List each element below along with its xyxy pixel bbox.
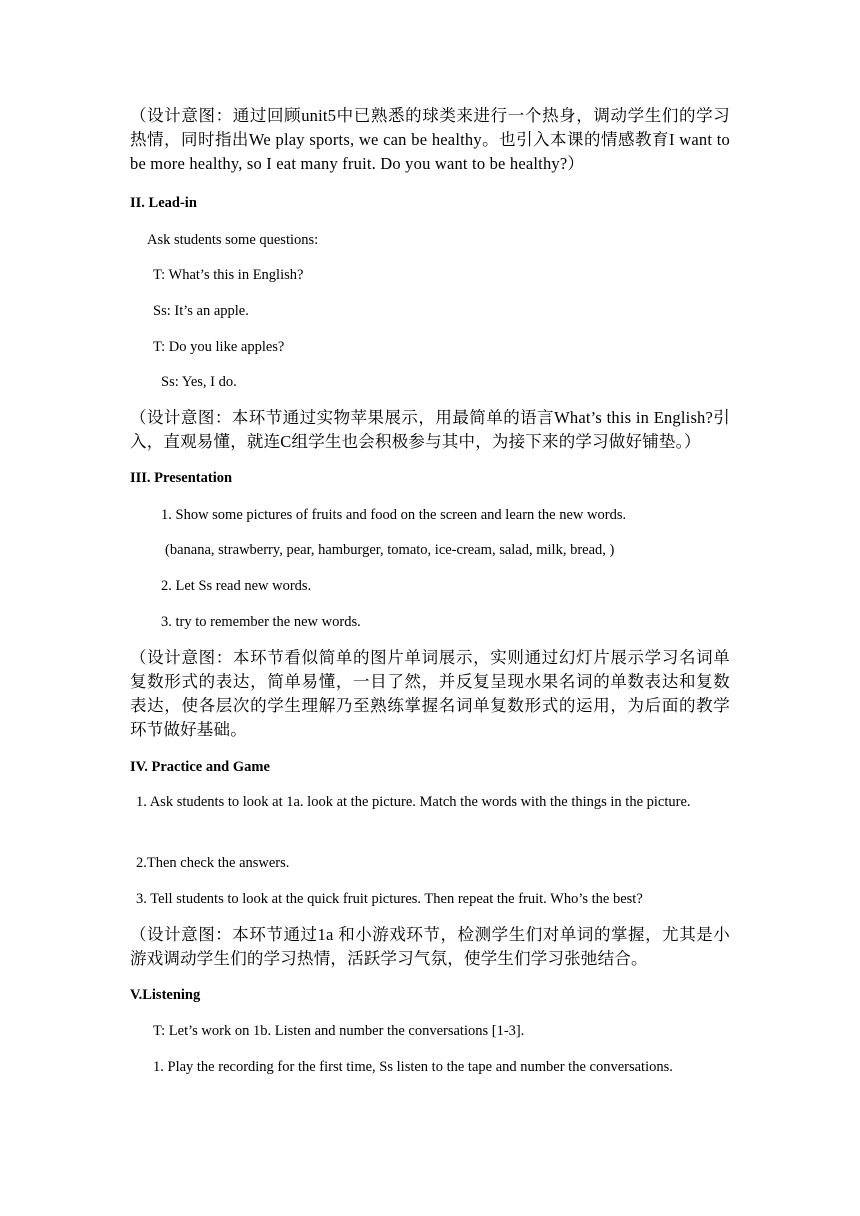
section-heading-practice: IV. Practice and Game	[130, 759, 270, 775]
presentation-line: (banana, strawberry, pear, hamburger, tomato, ice-cream, salad, milk, bread, )	[165, 542, 615, 558]
lead-in-line: Ask students some questions:	[147, 232, 319, 248]
lead-in-line: Ss: Yes, I do.	[161, 374, 237, 390]
design-intent-presentation: （设计意图：本环节看似简单的图片单词展示，实则通过幻灯片展示学习名词单复数形式的表达，简单易懂，一目了然，并反复呈现水果名词的单数表达和复数表达，使各层次的学生理解乃至熟练掌握名词单复数形式的运用，为后面的教学环节做好基础。	[130, 648, 730, 739]
presentation-line: 1. Show some pictures of fruits and food on the screen and learn the new words.	[161, 507, 627, 523]
design-intent-practice: （设计意图：本环节通过1a 和小游戏环节，检测学生们对单词的掌握，尤其是小游戏调动学生们的学习热情，活跃学习气氛，使学生们学习张弛结合。	[130, 925, 730, 968]
presentation-line: 3. try to remember the new words.	[161, 614, 361, 630]
presentation-line: 2. Let Ss read new words.	[161, 578, 312, 594]
listening-line: T: Let’s work on 1b. Listen and number the conversations [1-3].	[153, 1023, 525, 1039]
section-heading-listening: V.Listening	[130, 987, 201, 1003]
lead-in-line: Ss: It’s an apple.	[153, 303, 249, 319]
section-heading-lead-in: II. Lead-in	[130, 195, 197, 211]
design-intent-lead-in: （设计意图：本环节通过实物苹果展示，用最简单的语言What’s this in English?引入，直观易懂，就连C组学生也会积极参与其中，为接下来的学习做好铺垫。）	[130, 408, 730, 451]
practice-item-3: 3. Tell students to look at the quick fruit pictures. Then repeat the fruit. Who’s the best?	[136, 891, 643, 907]
design-intent-warmup: （设计意图：通过回顾unit5中已熟悉的球类来进行一个热身，调动学生们的学习热情，同时指出We play sports, we can be healthy。也引入本课的情感教育I want to be more healthy, so I eat many fruit. Do you want to be healthy?）	[130, 106, 730, 173]
section-heading-presentation: III. Presentation	[130, 470, 233, 486]
lead-in-line: T: What’s this in English?	[153, 267, 304, 283]
lead-in-line: T: Do you like apples?	[153, 339, 285, 355]
listening-line: 1. Play the recording for the first time, Ss listen to the tape and number the conversations.	[153, 1059, 673, 1075]
practice-item-2: 2.Then check the answers.	[136, 855, 290, 871]
practice-item-1: 1. Ask students to look at 1a. look at the picture. Match the words with the things in the picture.	[136, 794, 691, 810]
